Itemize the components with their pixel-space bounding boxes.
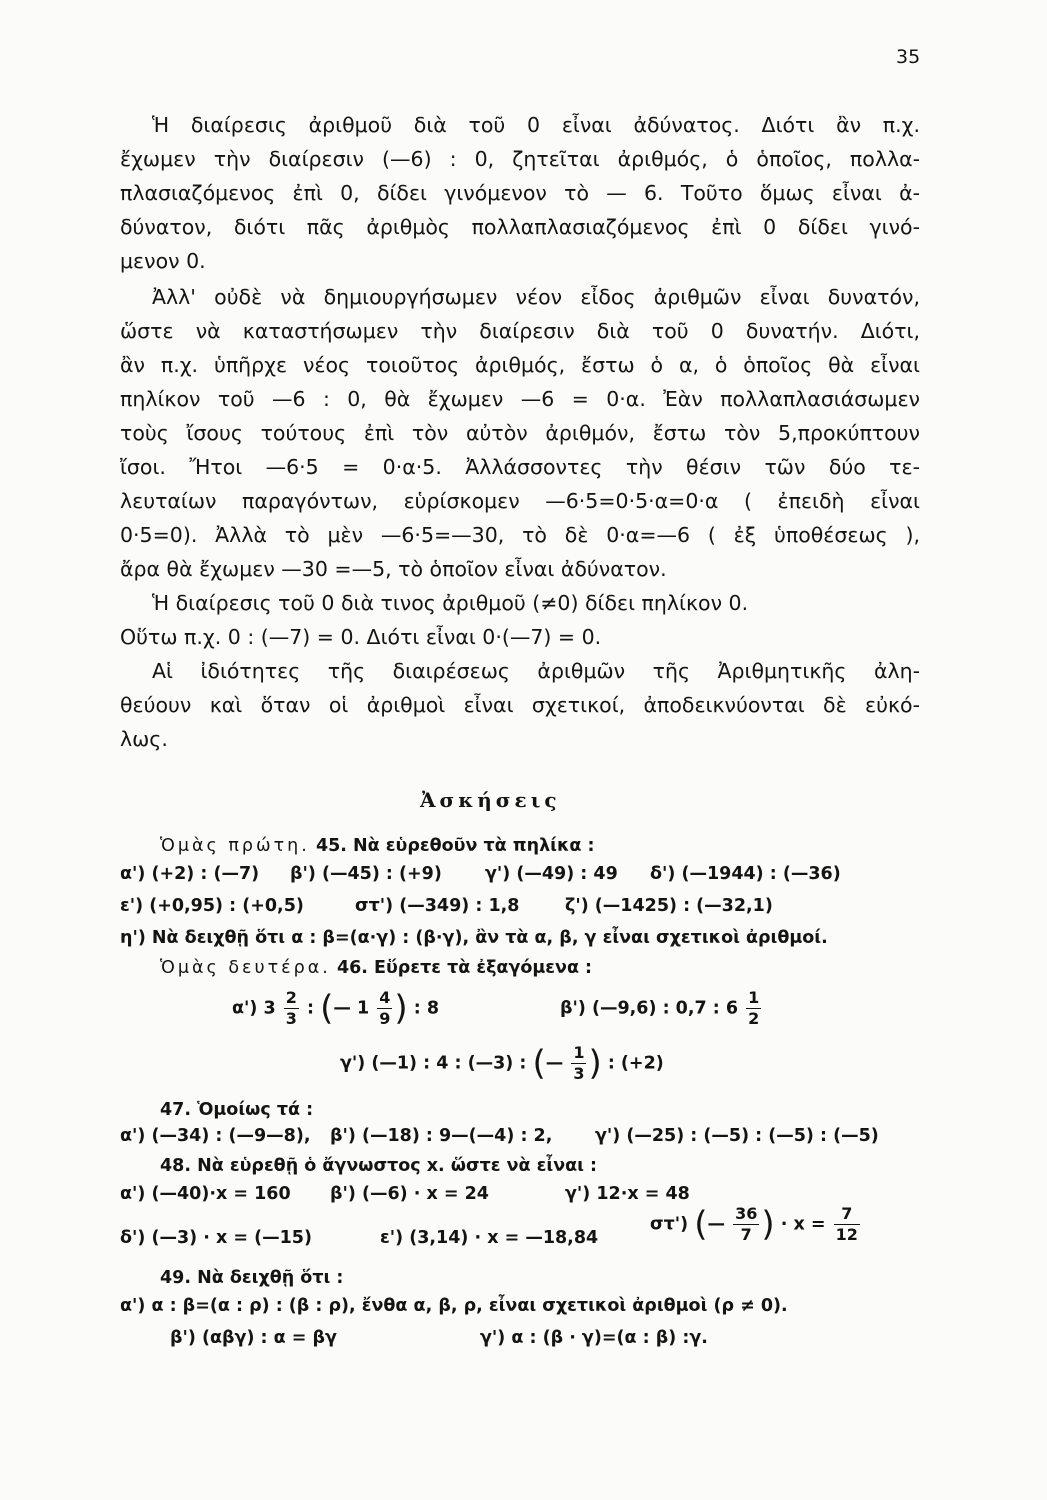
body-line: λως.: [120, 727, 168, 751]
exercise-46b: [560, 990, 763, 1027]
fraction: [834, 1206, 860, 1243]
item-label: α'): [232, 998, 258, 1019]
body-line: τοὺς ἴσους τούτους ἐπὶ τὸν αὐτὸν ἀριθμόν, ἔστω τὸν 5,προκύπτουν: [120, 421, 920, 445]
body-line: ἔχωμεν τὴν διαίρεσιν (—6) : 0, ζητεῖται ἀριθμός, ὁ ὁποῖος, πολλα-: [120, 147, 920, 171]
open-paren: (: [532, 1043, 546, 1084]
body-line: πηλίκον τοῦ —6 : 0, θὰ ἔχωμεν —6 = 0·α. Ἐὰν πολλαπλασιάσωμεν: [120, 387, 920, 411]
exercise-48-item: α') (—40)·x = 160: [120, 1184, 291, 1204]
exercise-46c: [340, 1045, 664, 1082]
body-line: πλασιαζόμενος ἐπὶ 0, δίδει γινόμενον τὸ — 6. Τοῦτο ὅμως εἶναι ἀ-: [120, 181, 920, 205]
sign: —: [707, 1214, 726, 1235]
exercise-49-intro: 49. Νὰ δειχθῇ ὅτι :: [160, 1268, 344, 1288]
exercise-45-item: ζ') (—1425) : (—32,1): [565, 896, 773, 916]
denominator: 3: [573, 1064, 585, 1083]
numerator: 4: [379, 988, 391, 1007]
exercise-46a: [232, 990, 439, 1027]
exercise-48-st: [650, 1206, 862, 1243]
denominator: 2: [748, 1009, 760, 1028]
exercise-48-item: β') (—6) · x = 24: [330, 1184, 489, 1204]
body-line: ὥστε νὰ καταστήσωμεν τὴν διαίρεσιν διὰ τοῦ 0 δυνατήν. Διότι,: [120, 319, 920, 343]
body-line: λευταίων παραγόντων, εὑρίσκομεν —6·5=0·5·α=0·α ( ἐπειδὴ εἶναι: [120, 489, 920, 513]
group-two-label: Ὁμὰς δευτέρα.: [160, 958, 331, 978]
body-line: δύνατον, διότι πᾶς ἀριθμὸς πολλαπλασιαζόμενος ἐπὶ 0 δίδει γινό-: [120, 215, 920, 239]
exercise-48-intro: 48. Νὰ εὑρεθῇ ὁ ἄγνωστος x. ὥστε νὰ εἶναι :: [160, 1156, 598, 1176]
body-line: 0·5=0). Ἀλλὰ τὸ μὲν —6·5=—30, τὸ δὲ 0·α=—6 ( ἐξ ὑποθέσεως ),: [120, 523, 920, 547]
exercise-46-intro: 46. Εὕρετε τὰ ἐξαγόμενα :: [336, 958, 593, 978]
term: · x =: [780, 1214, 826, 1235]
exercise-47-item: α') (—34) : (—9—8),: [120, 1126, 311, 1146]
fraction: [746, 990, 761, 1027]
exercise-45-item: ε') (+0,95) : (+0,5): [120, 896, 304, 916]
body-line: ἄρα θὰ ἔχωμεν —30 =—5, τὸ ὁποῖον εἶναι ἀδύνατον.: [120, 557, 667, 581]
fraction: [733, 1206, 759, 1243]
body-line: Οὕτω π.χ. 0 : (—7) = 0. Διότι εἶναι 0·(—7) = 0.: [120, 625, 602, 649]
exercise-45-intro: 45. Νὰ εὑρεθοῦν τὰ πηλίκα :: [315, 836, 595, 856]
close-paren: ): [588, 1043, 602, 1084]
body-line: μενον 0.: [120, 249, 206, 273]
exercise-45-item: γ') (—49) : 49: [485, 864, 618, 884]
body-line: Αἱ ἰδιότητες τῆς διαιρέσεως ἀριθμῶν τῆς Ἀριθμητικῆς ἀλη-: [152, 659, 920, 683]
fraction: [377, 990, 392, 1027]
fraction: [284, 990, 299, 1027]
term: (—1) : 4 : (—3) :: [371, 1053, 527, 1074]
exercise-48-item: γ') 12·x = 48: [565, 1184, 690, 1204]
item-label: γ'): [340, 1053, 366, 1074]
term: — 1: [333, 998, 370, 1019]
exercises-heading: Ἀσκήσεις: [420, 788, 561, 812]
close-paren: ): [394, 988, 408, 1029]
exercise-49-item: β') (αβγ) : α = βγ: [170, 1328, 337, 1348]
open-paren: (: [320, 988, 334, 1029]
term: : (+2): [607, 1053, 664, 1074]
body-line: θεύουν καὶ ὅταν οἱ ἀριθμοὶ εἶναι σχετικοί, ἀποδεικνύονται δὲ εὐκό-: [120, 693, 920, 717]
exercise-48-item: ε') (3,14) · x = —18,84: [380, 1228, 599, 1248]
term: : 8: [413, 998, 440, 1019]
exercise-47-item: γ') (—25) : (—5) : (—5) : (—5): [595, 1126, 879, 1146]
numerator: 1: [748, 988, 760, 1007]
item-label: β'): [560, 998, 586, 1019]
group-two-header: [160, 956, 592, 980]
fraction: [571, 1045, 586, 1082]
group-one-label: Ὁμὰς πρώτη.: [160, 836, 310, 856]
exercise-45-item: στ') (—349) : 1,8: [355, 896, 520, 916]
open-paren: (: [694, 1204, 708, 1245]
exercise-45-item: η') Νὰ δειχθῇ ὅτι α : β=(α·γ) : (β·γ), ἂν τὰ α, β, γ εἶναι σχετικοὶ ἀριθμοί.: [120, 928, 828, 948]
term: (—9,6) : 0,7 : 6: [591, 998, 739, 1019]
exercise-47-item: β') (—18) : 9—(—4) : 2,: [330, 1126, 553, 1146]
body-line: ἂν π.χ. ὑπῆρχε νέος τοιοῦτος ἀριθμός, ἔστω ὁ α, ὁ ὁποῖος θὰ εἶναι: [120, 353, 920, 377]
whole-number: 3: [263, 998, 276, 1019]
body-line: ἴσοι. Ἤτοι —6·5 = 0·α·5. Ἀλλάσσοντες τὴν θέσιν τῶν δύο τε-: [120, 455, 920, 479]
numerator: 36: [735, 1204, 758, 1223]
exercise-49-item: γ') α : (β · γ)=(α : β) :γ.: [480, 1328, 708, 1348]
body-line: Ἀλλ' οὐδὲ νὰ δημιουργήσωμεν νέον εἶδος ἀριθμῶν εἶναι δυνατόν,: [152, 285, 920, 309]
numerator: 7: [834, 1206, 860, 1225]
denominator: 12: [835, 1225, 858, 1244]
numerator: 2: [285, 988, 297, 1007]
exercise-47-intro: 47. Ὁμοίως τά :: [160, 1100, 314, 1120]
exercise-49-item: α') α : β=(α : ρ) : (β : ρ), ἔνθα α, β, ρ, εἶναι σχετικοὶ ἀριθμοὶ (ρ ≠ 0).: [120, 1296, 788, 1316]
body-line: Ἡ διαίρεσις τοῦ 0 διὰ τινος ἀριθμοῦ (≠0) δίδει πηλίκον 0.: [152, 591, 749, 615]
exercise-45-item: δ') (—1944) : (—36): [650, 864, 841, 884]
group-one-header: [160, 834, 595, 858]
denominator: 3: [285, 1009, 297, 1028]
denominator: 9: [379, 1009, 391, 1028]
denominator: 7: [740, 1225, 752, 1244]
item-label: στ'): [650, 1214, 689, 1235]
close-paren: ): [761, 1204, 775, 1245]
page-number: 35: [896, 46, 921, 68]
sign: —: [545, 1053, 564, 1074]
body-line: Ἡ διαίρεσις ἀριθμοῦ διὰ τοῦ 0 εἶναι ἀδύνατος. Διότι ἂν π.χ.: [152, 113, 920, 137]
exercise-45-item: β') (—45) : (+9): [290, 864, 442, 884]
exercise-45-item: α') (+2) : (—7): [120, 864, 260, 884]
operator: :: [307, 998, 314, 1019]
exercise-48-item: δ') (—3) · x = (—15): [120, 1228, 312, 1248]
numerator: 1: [573, 1043, 585, 1062]
